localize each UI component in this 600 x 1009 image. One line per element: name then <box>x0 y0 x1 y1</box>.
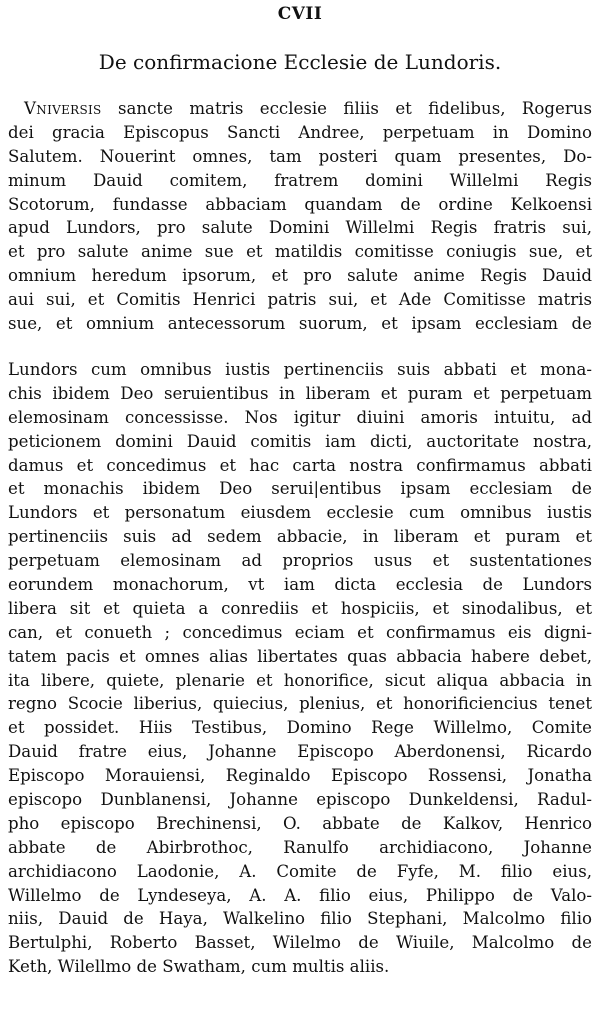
text-line-content: pertinenciis suis ad sedem abbacie, in liberam et puram et <box>8 527 592 547</box>
charter-number: CVII <box>277 4 323 24</box>
text-line <box>8 955 592 979</box>
text-line-content: niis, Dauid de Haya, Walkelino filio Stephani, Malcolmo filio <box>8 909 592 929</box>
text-line-content: peticionem domini Dauid comitis iam dicti, auctoritate nostra, <box>8 431 592 451</box>
text-line-content: Dauid fratre eius, Johanne Episcopo Aberdonensi, Ricardo <box>8 742 592 762</box>
text-line <box>8 549 592 573</box>
text-line-content: can, et conueth ; concedimus eciam et confirmamus eis digni- <box>8 622 592 642</box>
text-line-content: perpetuam elemosinam ad proprios usus et sustentationes <box>8 551 592 571</box>
text-line-content: et monachis ibidem Deo serui|entibus ipsam ecclesiam de <box>8 479 592 499</box>
text-line-content: dei gracia Episcopus Sancti Andree, perpetuam in Domino <box>8 122 592 142</box>
text-line-content: abbate de Abirbrothoc, Ranulfo archidiacono, Johanne <box>8 837 592 857</box>
text-line <box>8 836 592 860</box>
text-line-content: Scotorum, fundasse abbaciam quandam de ordine Kelkoensi <box>8 194 592 214</box>
text-line-content: ita libere, quiete, plenarie et honorifice, sicut aliqua abbacia in <box>8 670 592 690</box>
text-line-content: archidiacono Laodonie, A. Comite de Fyfe, M. filio eius, <box>8 861 592 881</box>
text-line-content: libera sit et quieta a conrediis et hospiciis, et sinodalibus, et <box>8 598 592 618</box>
text-line <box>8 573 592 597</box>
text-line-content: elemosinam concessisse. Nos igitur diuini amoris intuitu, ad <box>8 407 592 427</box>
text-line <box>8 145 592 169</box>
text-line-content: Lundors et personatum eiusdem ecclesie cum omnibus iustis <box>8 503 592 523</box>
text-line-content: et pro salute anime sue et matildis comitisse coniugis sue, et <box>8 242 592 262</box>
text-line-content: episcopo Dunblanensi, Johanne episcopo Dunkeldensi, Radul- <box>8 790 592 810</box>
text-line-content: omnium heredum ipsorum, et pro salute anime Regis Dauid <box>8 266 592 286</box>
text-line-content: pho episcopo Brechinensi, O. abbate de Kalkov, Henrico <box>8 813 592 833</box>
text-line <box>8 477 592 501</box>
text-line-content: apud Lundors, pro salute Domini Willelmi Regis fratris sui, <box>8 218 592 238</box>
text-line <box>8 692 592 716</box>
text-line-content: et possidet. Hiis Testibus, Domino Rege Willelmo, Comite <box>8 718 592 738</box>
text-line-content: chis ibidem Deo seruientibus in liberam et puram et perpetuam <box>8 383 592 403</box>
text-line <box>8 382 592 406</box>
text-line <box>8 288 592 312</box>
text-line-content: sue, et omnium antecessorum suorum, et ipsam ecclesiam de <box>8 314 592 334</box>
opening-word: Vniversis <box>24 99 102 118</box>
text-line-content: Episcopo Morauiensi, Reginaldo Episcopo Rossensi, Jonatha <box>8 766 592 786</box>
charter-paragraph-part-2 <box>8 358 592 979</box>
text-line <box>8 788 592 812</box>
text-line <box>8 907 592 931</box>
text-line <box>8 406 592 430</box>
text-line-content: Bertulphi, Roberto Basset, Wilelmo de Wiuile, Malcolmo de <box>8 933 592 953</box>
text-line-content: regno Scocie liberius, quiecius, plenius, et honorificiencius tenet <box>8 694 592 714</box>
text-line-content: sancte matris ecclesie filiis et fidelibus, Rogerus <box>101 99 592 118</box>
charter-title: De confirmacione Ecclesie de Lundoris. <box>98 50 502 74</box>
text-line <box>8 97 592 121</box>
text-line <box>8 312 592 336</box>
text-line <box>8 764 592 788</box>
text-line <box>8 645 592 669</box>
text-line-content: damus et concedimus et hac carta nostra confirmamus abbati <box>8 455 592 475</box>
text-line-content: eorundem monachorum, vt iam dicta ecclesia de Lundors <box>8 575 592 595</box>
text-line-content: Lundors cum omnibus iustis pertinenciis suis abbati et mona- <box>8 360 592 379</box>
text-line <box>8 501 592 525</box>
text-line <box>8 358 592 382</box>
text-line <box>8 597 592 621</box>
text-line <box>8 264 592 288</box>
text-line <box>8 430 592 454</box>
text-line <box>8 669 592 693</box>
text-line-content: Salutem. Nouerint omnes, tam posteri quam presentes, Do- <box>8 146 592 166</box>
text-line-content: Keth, Wilellmo de Swatham, cum multis aliis. <box>8 957 390 977</box>
text-line <box>8 621 592 645</box>
text-line-content: Willelmo de Lyndeseya, A. A. filio eius, Philippo de Valo- <box>8 885 592 905</box>
text-line <box>8 812 592 836</box>
text-line <box>8 716 592 740</box>
text-line <box>8 193 592 217</box>
text-line-content: aui sui, et Comitis Henrici patris sui, et Ade Comitisse matris <box>8 290 592 310</box>
text-line <box>8 931 592 955</box>
text-line <box>8 454 592 478</box>
text-line <box>8 169 592 193</box>
text-line <box>8 884 592 908</box>
text-line <box>8 216 592 240</box>
text-line <box>8 740 592 764</box>
text-line-content: tatem pacis et omnes alias libertates quas abbacia habere debet, <box>8 646 592 666</box>
text-line <box>8 860 592 884</box>
charter-paragraph-part-1 <box>8 97 592 336</box>
text-line <box>8 525 592 549</box>
text-line <box>8 240 592 264</box>
text-line-content: minum Dauid comitem, fratrem domini Willelmi Regis <box>8 170 592 190</box>
text-line <box>8 121 592 145</box>
